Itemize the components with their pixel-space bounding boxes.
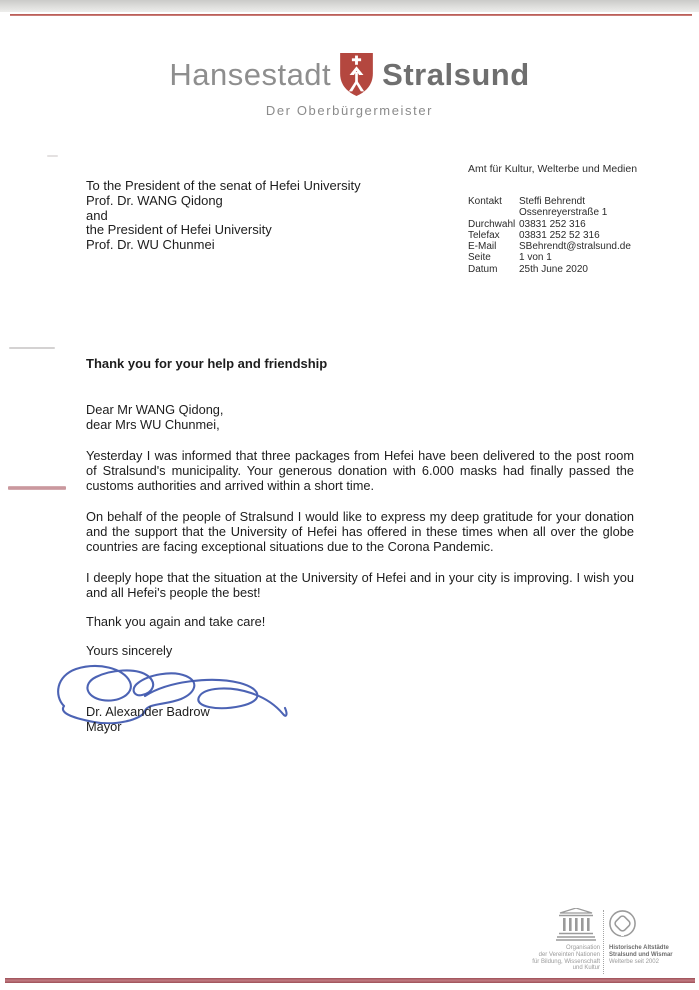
scan-artifact-top bbox=[0, 0, 699, 12]
brand-stralsund: Stralsund bbox=[382, 56, 530, 92]
unesco-caption-line: und Kultur bbox=[572, 965, 600, 972]
unesco-caption-line: für Bildung, Wissenschaft bbox=[532, 958, 600, 965]
unesco-caption bbox=[516, 945, 600, 972]
recipient-line: Prof. Dr. WU Chunmei bbox=[86, 237, 215, 253]
contact-row bbox=[468, 219, 631, 230]
body-paragraph: Thank you again and take care! bbox=[86, 614, 266, 629]
world-heritage-icon bbox=[608, 909, 637, 938]
closing-line: Yours sincerely bbox=[86, 643, 173, 658]
contact-value: 03831 252 316 bbox=[519, 218, 586, 230]
contact-value: Ossenreyerstraße 1 bbox=[519, 207, 608, 219]
recipient-line: the President of Hefei University bbox=[86, 222, 272, 238]
office-name: Amt für Kultur, Welterbe und Medien bbox=[468, 163, 638, 175]
body-paragraph: Yesterday I was informed that three packages from Hefei have been delivered to the post room of Stralsund's municipality. Your generous donation with 6.000 masks had finally passed the customs authorities and arrived within a short time. bbox=[86, 448, 634, 494]
contact-label: Kontakt bbox=[468, 196, 502, 207]
contact-value: 03831 252 52 316 bbox=[519, 229, 600, 241]
contact-value: SBehrendt@stralsund.de bbox=[519, 241, 631, 253]
contact-label: Telefax bbox=[468, 229, 500, 241]
unesco-caption-line: Organisation bbox=[565, 945, 600, 951]
contact-value: 25th June 2020 bbox=[519, 263, 588, 275]
contact-block bbox=[468, 196, 631, 275]
recipient-line: To the President of the senat of Hefei University bbox=[86, 178, 361, 193]
brand-hansestadt: Hansestadt bbox=[169, 56, 332, 92]
contact-row bbox=[468, 241, 631, 252]
heritage-caption-line: Stralsund und Wismar bbox=[609, 951, 673, 958]
body-paragraph: On behalf of the people of Stralsund I would like to express my deep gratitude for your donation and the support that the University of Hefei has offered in these times when all over the globe countries are facing exceptional situations due to the Corona Pandemic. bbox=[86, 509, 634, 555]
contact-label: Datum bbox=[468, 263, 498, 275]
fold-mark bbox=[47, 155, 58, 157]
letterhead bbox=[0, 52, 699, 118]
contact-row bbox=[468, 196, 631, 207]
signer-name: Dr. Alexander Badrow bbox=[86, 704, 210, 719]
unesco-logo-icon bbox=[556, 908, 596, 941]
salutation-line: Dear Mr WANG Qidong, bbox=[86, 402, 224, 417]
contact-label bbox=[468, 207, 519, 218]
bottom-rule bbox=[5, 978, 695, 983]
contact-row bbox=[468, 207, 631, 218]
contact-row bbox=[468, 264, 631, 275]
signer-title: Mayor bbox=[86, 719, 122, 735]
subject-line: Thank you for your help and friendship bbox=[86, 356, 328, 371]
contact-label: Durchwahl bbox=[468, 218, 516, 230]
unesco-caption-line: der Vereinten Nationen bbox=[538, 951, 600, 958]
recipient-block bbox=[86, 179, 361, 253]
top-rule bbox=[10, 14, 692, 16]
fold-mark bbox=[9, 347, 55, 349]
heritage-caption bbox=[609, 945, 689, 965]
heritage-caption-line: Historische Altstädte bbox=[609, 945, 669, 951]
contact-value: Steffi Behrendt bbox=[519, 196, 585, 207]
recipient-line: and bbox=[86, 207, 108, 223]
stralsund-crest-icon bbox=[338, 52, 375, 97]
fold-mark bbox=[8, 486, 66, 490]
salutation-block bbox=[86, 402, 223, 432]
signer-block bbox=[86, 704, 210, 734]
recipient-line: Prof. Dr. WANG Qidong bbox=[86, 192, 223, 208]
footer-divider bbox=[603, 910, 604, 974]
salutation-line: dear Mrs WU Chunmei, bbox=[86, 417, 220, 433]
contact-row bbox=[468, 230, 631, 241]
contact-row bbox=[468, 252, 631, 263]
mayor-subtitle: Der Oberbürgermeister bbox=[265, 103, 434, 118]
heritage-caption-line: Welterbe seit 2002 bbox=[609, 958, 659, 965]
contact-value: 1 von 1 bbox=[519, 252, 552, 264]
contact-label: E-Mail bbox=[468, 241, 497, 253]
body-paragraph: I deeply hope that the situation at the University of Hefei and in your city is improving. I wish you and all Hefei's people the best! bbox=[86, 570, 634, 601]
contact-label: Seite bbox=[468, 252, 491, 264]
